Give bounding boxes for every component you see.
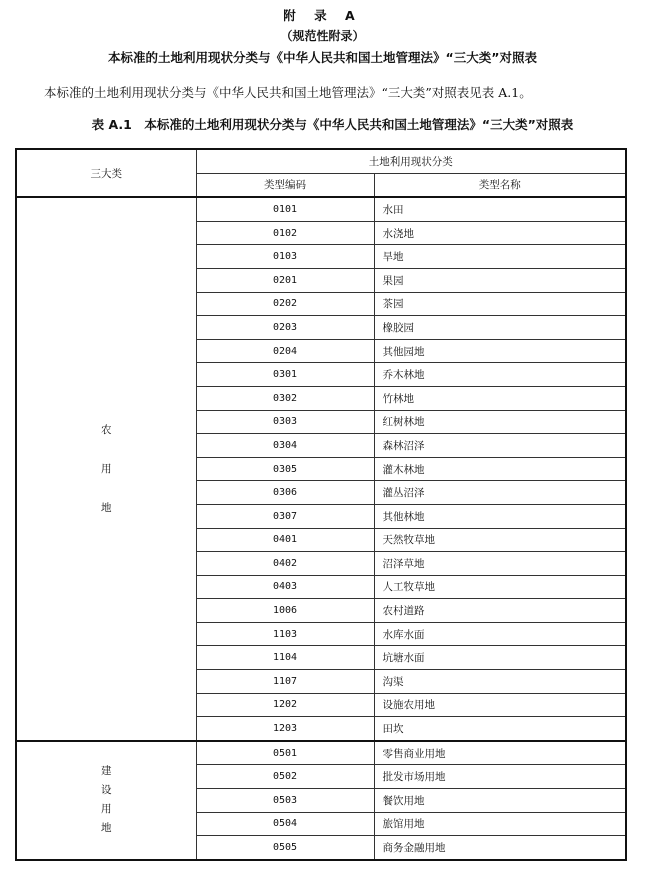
type-name-cell: 旱地 — [374, 245, 626, 269]
type-code-cell: 1103 — [196, 622, 374, 646]
category-cell — [16, 197, 196, 741]
type-code-cell: 0504 — [196, 812, 374, 836]
category-char: 地 — [101, 501, 112, 514]
type-name-cell: 批发市场用地 — [374, 765, 626, 789]
header-land-use-classification: 土地利用现状分类 — [196, 149, 626, 173]
type-code-cell: 0503 — [196, 789, 374, 813]
type-code-cell: 1107 — [196, 670, 374, 694]
type-code-cell: 0402 — [196, 552, 374, 576]
type-code-cell: 0203 — [196, 316, 374, 340]
type-code-cell: 0204 — [196, 339, 374, 363]
intro-paragraph: 本标准的土地利用现状分类与《中华人民共和国土地管理法》“三大类”对照表见表 A.1。 — [44, 85, 532, 100]
type-name-cell: 水库水面 — [374, 622, 626, 646]
type-name-cell: 坑塘水面 — [374, 646, 626, 670]
type-name-cell: 餐饮用地 — [374, 789, 626, 813]
type-name-cell: 沼泽草地 — [374, 552, 626, 576]
type-code-cell: 0305 — [196, 457, 374, 481]
type-name-cell: 旅馆用地 — [374, 812, 626, 836]
type-name-cell: 设施农用地 — [374, 693, 626, 717]
type-code-cell: 1006 — [196, 599, 374, 623]
type-code-cell: 0401 — [196, 528, 374, 552]
type-name-cell: 森林沼泽 — [374, 434, 626, 458]
type-code-cell: 0103 — [196, 245, 374, 269]
type-name-cell: 茶园 — [374, 292, 626, 316]
type-name-cell: 红树林地 — [374, 410, 626, 434]
category-char: 用 — [101, 462, 112, 475]
type-code-cell: 0505 — [196, 836, 374, 860]
header-type-code: 类型编码 — [196, 173, 374, 197]
category-char: 地 — [101, 822, 112, 835]
table-row — [16, 741, 626, 765]
type-code-cell: 0302 — [196, 386, 374, 410]
table-caption: 表 A.1 本标准的土地利用现状分类与《中华人民共和国土地管理法》“三大类”对照表 — [91, 117, 574, 132]
type-code-cell: 0403 — [196, 575, 374, 599]
type-name-cell: 零售商业用地 — [374, 741, 626, 765]
type-code-cell: 0202 — [196, 292, 374, 316]
type-name-cell: 竹林地 — [374, 386, 626, 410]
type-name-cell: 农村道路 — [374, 599, 626, 623]
type-name-cell: 天然牧草地 — [374, 528, 626, 552]
appendix-heading: 本标准的土地利用现状分类与《中华人民共和国土地管理法》“三大类”对照表 — [108, 50, 537, 65]
type-code-cell: 0101 — [196, 197, 374, 221]
type-code-cell: 0306 — [196, 481, 374, 505]
type-code-cell: 1203 — [196, 717, 374, 741]
category-char: 农 — [101, 423, 112, 436]
type-code-cell: 0201 — [196, 268, 374, 292]
type-name-cell: 沟渠 — [374, 670, 626, 694]
classification-table — [15, 148, 627, 861]
type-code-cell: 0502 — [196, 765, 374, 789]
type-name-cell: 其他林地 — [374, 504, 626, 528]
type-name-cell: 果园 — [374, 268, 626, 292]
type-name-cell: 水浇地 — [374, 221, 626, 245]
appendix-subtitle: （规范性附录） — [280, 29, 365, 43]
type-name-cell: 人工牧草地 — [374, 575, 626, 599]
header-type-name: 类型名称 — [374, 173, 626, 197]
type-code-cell: 0102 — [196, 221, 374, 245]
type-code-cell: 0304 — [196, 434, 374, 458]
category-char: 设 — [101, 784, 112, 797]
type-name-cell: 水田 — [374, 197, 626, 221]
type-code-cell: 1202 — [196, 693, 374, 717]
table-row — [16, 197, 626, 221]
type-name-cell: 商务金融用地 — [374, 836, 626, 860]
type-code-cell: 0303 — [196, 410, 374, 434]
type-code-cell: 0301 — [196, 363, 374, 387]
header-three-categories: 三大类 — [16, 149, 196, 197]
table-body — [16, 197, 626, 860]
appendix-title: 附 录 A — [283, 8, 362, 23]
type-name-cell: 田坎 — [374, 717, 626, 741]
type-code-cell: 0307 — [196, 504, 374, 528]
category-char: 建 — [101, 765, 112, 778]
type-name-cell: 灌木林地 — [374, 457, 626, 481]
type-name-cell: 灌丛沼泽 — [374, 481, 626, 505]
type-name-cell: 乔木林地 — [374, 363, 626, 387]
type-code-cell: 1104 — [196, 646, 374, 670]
type-name-cell: 橡胶园 — [374, 316, 626, 340]
category-char: 用 — [101, 803, 112, 816]
type-code-cell: 0501 — [196, 741, 374, 765]
type-name-cell: 其他园地 — [374, 339, 626, 363]
category-cell — [16, 741, 196, 860]
